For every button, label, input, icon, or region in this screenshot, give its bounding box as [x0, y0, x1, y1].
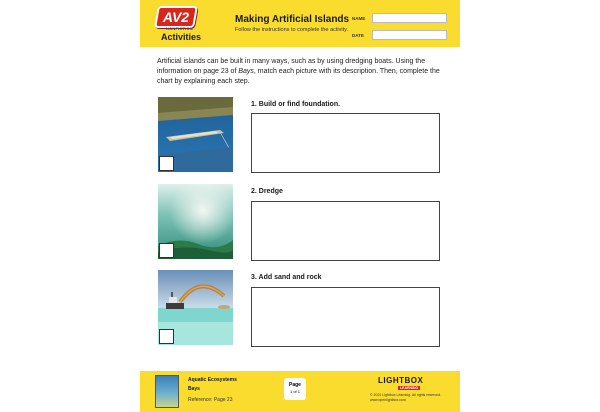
dredge-photo [158, 184, 233, 259]
av2-logo-tag: NONFICTION [166, 26, 193, 31]
website-link[interactable]: www.openlightbox.com [370, 398, 406, 402]
date-field[interactable] [372, 30, 447, 40]
date-label: DATE [352, 33, 364, 38]
av2-logo-text: AV2 [162, 9, 190, 25]
av2-logo [148, 6, 214, 44]
copyright-block [370, 393, 441, 403]
header-bar [140, 0, 460, 47]
book-cover-thumbnail [155, 375, 179, 408]
name-field[interactable] [372, 13, 447, 23]
page-count: 1 of 1 [289, 389, 300, 394]
step-3-answer-box[interactable] [251, 287, 440, 347]
photo-answer-box-2[interactable] [159, 243, 174, 258]
photo-answer-box-1[interactable] [159, 156, 174, 171]
book-title: Bays [188, 386, 200, 392]
photo-answer-box-3[interactable] [159, 329, 174, 344]
step-3-label: 3. Add sand and rock [251, 274, 322, 281]
instructions-text-part1: Artificial islands can be built in many ways, such as by using dredging boats. Using the information on page 23 of [157, 58, 426, 75]
instructions-text-part2: , match each picture with its description. Then, complete the chart by explaining each step. [157, 68, 440, 85]
step-2-answer-box[interactable] [251, 201, 440, 261]
foundation-photo [158, 97, 233, 172]
step-1-answer-box[interactable] [251, 113, 440, 173]
instructions-text [157, 57, 447, 87]
book-series-title: Aquatic Ecosystems [188, 377, 237, 383]
activities-label: Activities [160, 32, 202, 42]
lightbox-logo-sub: LEARNING [400, 386, 419, 390]
page-indicator [284, 378, 306, 400]
page-reference: Reference: Page 23 [188, 397, 233, 403]
copyright-text: © 2021 Lightbox Learning. All rights reserved. [370, 393, 441, 397]
book-title-ref: Bays [238, 68, 254, 75]
step-2-label: 2. Dredge [251, 188, 283, 195]
footer-bar [140, 371, 460, 412]
worksheet-page [140, 0, 460, 412]
lightbox-logo: LIGHTBOX [378, 376, 424, 385]
page-subtitle: Follow the instructions to complete the activity. [235, 27, 349, 33]
name-label: NAME [352, 16, 366, 21]
page-label: Page [289, 382, 301, 388]
av2-logo-badge [154, 6, 198, 28]
page-title: Making Artificial Islands [235, 14, 350, 25]
sand-rock-photo [158, 270, 233, 345]
step-1-label: 1. Build or find foundation. [251, 101, 341, 108]
